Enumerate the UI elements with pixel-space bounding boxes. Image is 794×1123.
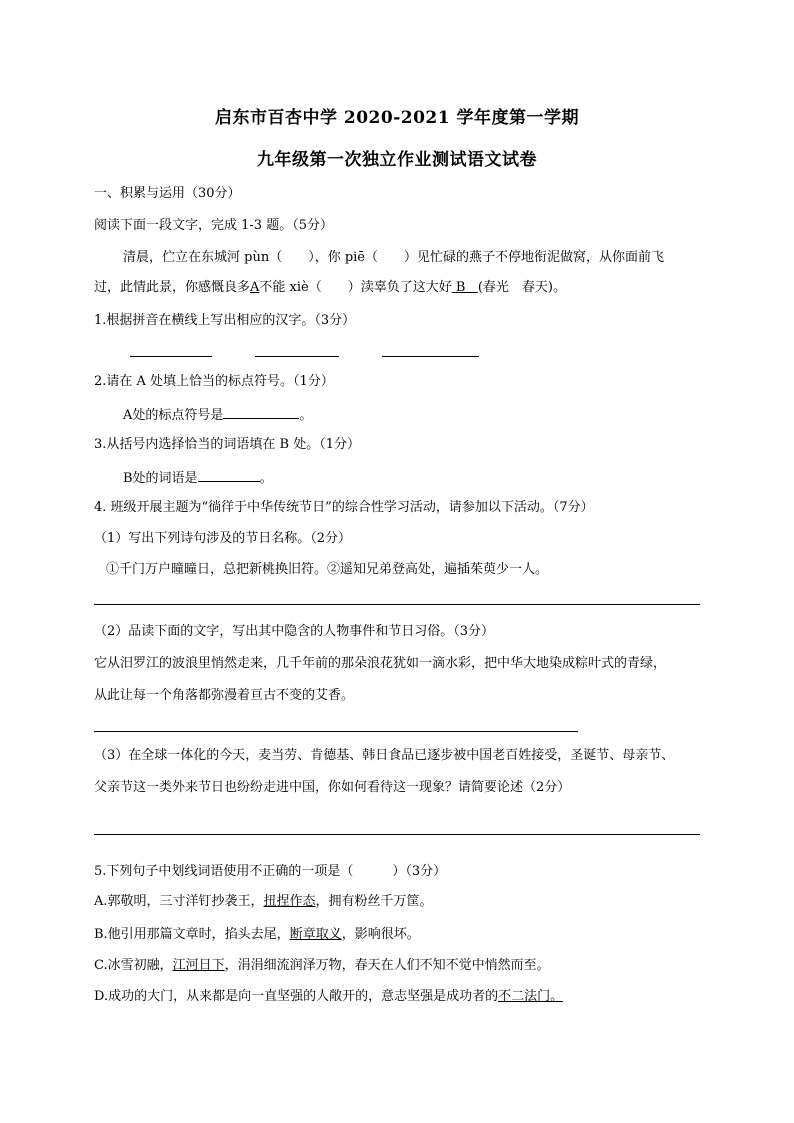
underlined-word-d: 不二法门。 [498, 989, 564, 1004]
question-4-1: （1）写出下列诗句涉及的节日名称。（2分） [94, 531, 352, 546]
question-5: 5.下列句子中划线词语使用不正确的一项是（ ）（3分） [94, 864, 447, 879]
question-4-2: （2）品读下面的文字，写出其中隐含的人物事件和节日习俗。（3分） [94, 624, 495, 639]
q4-2-text-line2: 从此让每一个角落都弥漫着亘古不变的艾香。 [94, 688, 355, 703]
option-b[interactable]: B.他引用那篇文章时，掐头去尾，断章取义，影响很坏。 [94, 927, 420, 942]
q2-answer-label: A处的标点符号是 [123, 408, 224, 423]
q3-answer-blank[interactable] [198, 466, 260, 482]
marker-a: A [250, 280, 260, 295]
answer-blank-2[interactable] [255, 356, 339, 357]
section1-heading: 一、积累与运用（30分） [94, 186, 241, 201]
question-4-3-line2: 父亲节这一类外来节日也纷纷走进中国，你如何看待这一现象？请简要论述（2分） [94, 780, 571, 795]
underlined-word-c: 江河日下 [172, 958, 225, 973]
option-c[interactable]: C.冰雪初融，江河日下，涓涓细流润泽万物，春天在人们不知不觉中悄然而至。 [94, 958, 550, 973]
answer-blank-1[interactable] [130, 356, 212, 357]
passage-text-c: (春光 春天)。 [477, 280, 566, 295]
passage-text-a: 过，此情此景，你感慨良多 [94, 280, 251, 295]
title-line2: 九年级第一次独立作业测试语文试卷 [257, 150, 537, 170]
reading-instruction: 阅读下面一段文字，完成 1-3 题。（5分） [94, 218, 333, 233]
question-2: 2.请在 A 处填上恰当的标点符号。（1分） [94, 374, 334, 389]
passage-line1: 清晨，伫立在东城河 pùn（ ），你 piē（ ）见忙碌的燕子不停地衔泥做窝，从你面前飞 [123, 250, 665, 265]
passage-text-b: 不能 xiè（ ）渎辜负了这大好 [259, 280, 452, 295]
q2-answer-line: A处的标点符号是 。 [123, 403, 312, 426]
q3-answer-line: B处的词语是 。 [123, 466, 273, 489]
answer-blank-3[interactable] [382, 356, 479, 357]
q2-answer-blank[interactable] [223, 403, 299, 419]
q4-2-text-line1: 它从汨罗江的波浪里悄然走来，几千年前的那朵浪花犹如一滴水彩，把中华大地染成粽叶式的青绿， [94, 656, 667, 671]
option-d[interactable]: D.成功的大门，从来都是向一直坚强的人敞开的，意志坚强是成功者的不二法门。 [94, 989, 564, 1004]
q4-2-answer-line[interactable] [94, 731, 578, 732]
passage-line2 [94, 278, 566, 298]
option-a[interactable]: A.郭敬明，三寸洋钉抄袭王，扭捏作态，拥有粉丝千万筐。 [94, 894, 433, 909]
underlined-word-b: 断章取义 [289, 927, 342, 942]
question-4-3-line1: （3）在全球一体化的今天，麦当劳、肯德基、韩日食品已逐步被中国老百姓接受，圣诞节、母亲节、 [94, 748, 675, 763]
q3-answer-label: B处的词语是 [123, 471, 198, 486]
q4-3-answer-line[interactable] [94, 834, 700, 835]
underlined-word-a: 扭捏作态 [263, 894, 316, 909]
q4-1-poems: ①千门万户曈曈日，总把新桃换旧符。②遥知兄弟登高处，遍插茱萸少一人。 [106, 562, 549, 577]
title-line1: 启东市百杏中学 2020-2021 学年度第一学期 [214, 108, 580, 128]
question-1: 1.根据拼音在横线上写出相应的汉字。（3分） [94, 313, 356, 328]
q4-1-answer-line[interactable] [94, 604, 700, 605]
marker-b: B [455, 280, 466, 295]
question-4: 4. 班级开展主题为“徜徉于中华传统节日”的综合性学习活动，请参加以下活动。（7分） [94, 500, 594, 515]
question-3: 3.从括号内选择恰当的词语填在 B 处。（1分） [94, 437, 360, 452]
